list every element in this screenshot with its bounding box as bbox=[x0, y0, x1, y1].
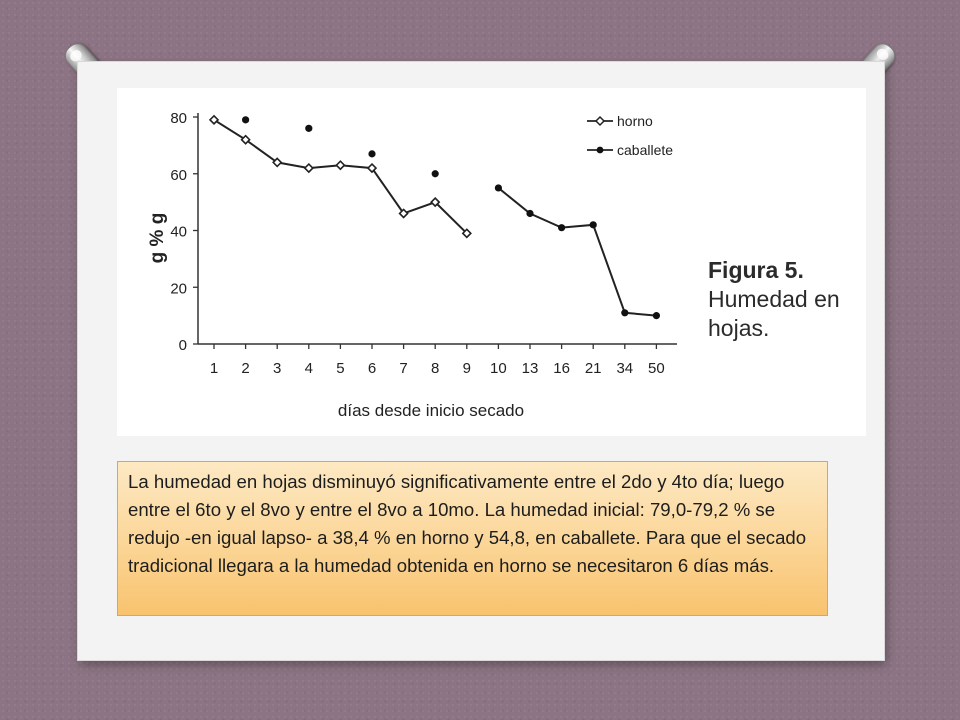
x-tick-label: 2 bbox=[241, 360, 250, 377]
x-tick-label: 50 bbox=[648, 360, 665, 377]
caballete-point bbox=[242, 116, 249, 123]
x-tick-label: 13 bbox=[521, 360, 539, 377]
figure-caption-subtitle: Humedad en hojas. bbox=[708, 286, 840, 341]
x-tick-label: 16 bbox=[553, 360, 570, 377]
x-tick-label: 5 bbox=[336, 360, 345, 377]
y-tick-label: 80 bbox=[170, 110, 187, 127]
legend-label-caballete: caballete bbox=[617, 142, 674, 158]
caballete-point bbox=[590, 221, 597, 228]
y-tick-label: 40 bbox=[170, 223, 187, 241]
caballete-point bbox=[305, 125, 312, 132]
caballete-point bbox=[653, 312, 660, 319]
caballete-point bbox=[432, 170, 439, 177]
x-tick-label: 1 bbox=[209, 360, 219, 377]
x-tick-label: 21 bbox=[584, 360, 602, 377]
y-axis-label: g % g bbox=[147, 212, 168, 264]
x-tick-label: 34 bbox=[616, 360, 634, 377]
x-axis-label: días desde inicio secado bbox=[337, 401, 525, 420]
summary-textbox bbox=[117, 461, 828, 616]
caballete-point bbox=[621, 309, 628, 316]
figure-caption bbox=[708, 256, 858, 343]
x-tick-label: 6 bbox=[367, 360, 377, 377]
x-tick-label: 3 bbox=[273, 360, 282, 377]
y-tick-label: 20 bbox=[170, 280, 187, 298]
horno-point bbox=[305, 164, 313, 172]
x-tick-label: 10 bbox=[490, 360, 507, 377]
caballete-point bbox=[558, 224, 565, 231]
horno-point bbox=[336, 161, 344, 169]
series-line-caballete bbox=[498, 188, 656, 316]
x-tick-label: 4 bbox=[304, 360, 313, 377]
series-line-horno bbox=[214, 120, 467, 233]
x-tick-label: 8 bbox=[431, 360, 440, 377]
figure-image bbox=[117, 88, 866, 436]
y-tick-label: 60 bbox=[170, 166, 187, 184]
legend-marker-horno bbox=[596, 117, 604, 125]
x-tick-label: 7 bbox=[399, 360, 408, 377]
summary-text: La humedad en hojas disminuyó significativamente entre el 2do y 4to día; luego entre el 6to y el 8vo y entre el 8vo a 10mo. La humedad inicial: 79,0-79,2 % se redujo -en igual lapso- a 38,4 % en horno y 54,8, en caballete. Para que el secado tradicional llegara a la humedad obtenida en horno se necesitaron 6 días más. bbox=[128, 471, 807, 576]
legend-marker-caballete bbox=[597, 147, 604, 154]
caballete-point bbox=[526, 210, 533, 217]
y-tick-label: 0 bbox=[178, 337, 187, 354]
figure-caption-title: Figura 5. bbox=[708, 257, 804, 283]
legend-label-horno: horno bbox=[617, 113, 653, 129]
caballete-point bbox=[368, 150, 375, 157]
x-tick-label: 9 bbox=[462, 360, 471, 377]
caballete-point bbox=[495, 184, 502, 191]
